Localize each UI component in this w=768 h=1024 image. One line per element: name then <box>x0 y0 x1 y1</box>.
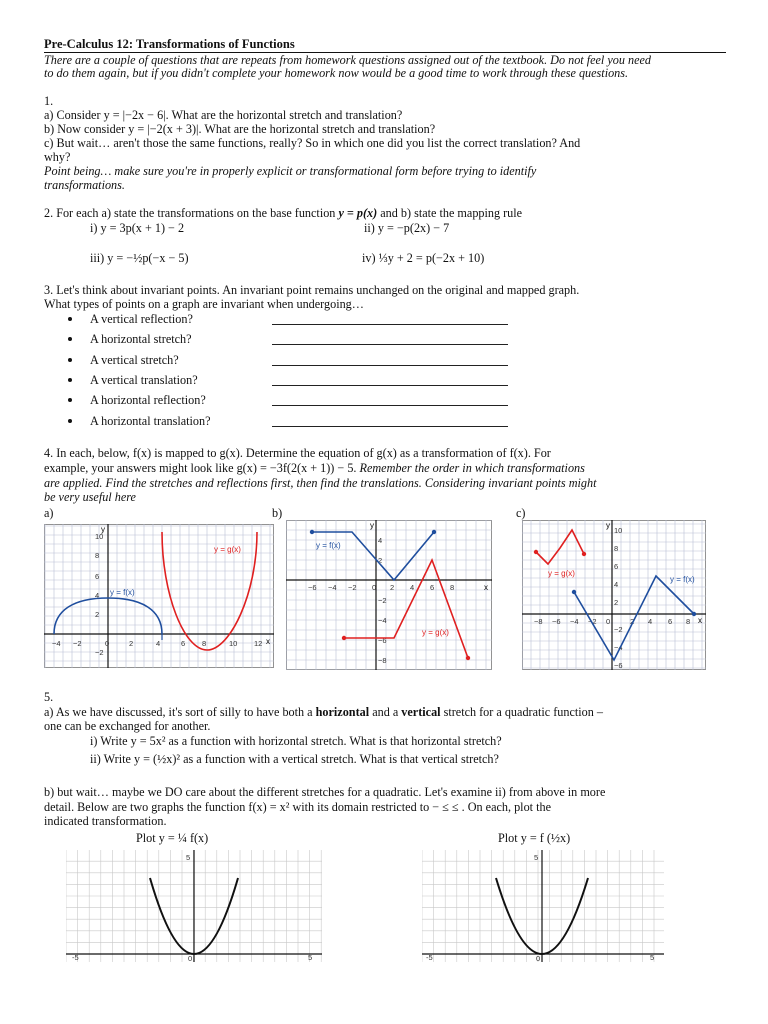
q2-item-i: i) y = 3p(x + 1) − 2 <box>90 221 185 235</box>
parabola-grid-2[interactable] <box>422 850 664 962</box>
plot-2-tick-top: 5 <box>534 853 539 862</box>
q5-part-a-pre: a) As we have discussed, it's sort of silly to have both a <box>44 705 316 719</box>
graph-c-x-tick: −2 <box>588 617 597 626</box>
q2-intro <box>44 206 522 220</box>
graph-a-g-label: y = g(x) <box>214 545 241 554</box>
plot-2-tick-left: -5 <box>426 953 433 962</box>
graph-b-xlabel: x <box>484 583 488 592</box>
graph-a-y-tick: 4 <box>95 591 100 600</box>
graph-b-x-tick: 8 <box>450 583 455 592</box>
graph-c-x-tick: 0 <box>606 617 611 626</box>
graph-a-y-tick: −2 <box>95 648 104 657</box>
q1-note-line1: Point being… make sure you're in properly explicit or transformational form before trying to identify <box>44 164 537 178</box>
q5-part-a-line2: one can be exchanged for another. <box>44 719 211 733</box>
graph-c-xlabel: x <box>698 616 702 625</box>
q5-item-ii-post: as a function with a vertical stretch. What is that vertical stretch? <box>180 752 499 766</box>
q3-bullet <box>68 317 72 321</box>
graph-c-y-tick: −6 <box>614 661 623 670</box>
graph-c-g-label: y = g(x) <box>548 569 575 578</box>
graph-a-x-tick: 10 <box>229 639 238 648</box>
graph-b-g-label: y = g(x) <box>422 628 449 637</box>
graph-b-x-tick: −4 <box>328 583 337 592</box>
q3-answer-blank[interactable] <box>272 344 508 345</box>
q2-item-iv: iv) ⅓y + 2 = p(−2x + 10) <box>362 251 485 265</box>
graph-b-y-tick: −8 <box>378 656 387 665</box>
graph-c-y-tick: −2 <box>614 625 623 634</box>
graph-c-y-tick: 2 <box>614 598 619 607</box>
graph-b-x-tick: 6 <box>430 583 435 592</box>
parabola-grid-1[interactable] <box>66 850 322 962</box>
graph-c-x-tick: −8 <box>534 617 543 626</box>
graph-c-ylabel: y <box>606 521 610 530</box>
q3-bullet <box>68 337 72 341</box>
q4-line-1: 4. In each, below, f(x) is mapped to g(x). Determine the equation of g(x) as a transformation of f(x). For <box>44 446 551 460</box>
graph-c-y-tick: 4 <box>614 580 619 589</box>
q5-item-ii-pre: ii) Write y = (½x)² <box>90 752 181 766</box>
q3-item: A vertical stretch? <box>90 352 179 367</box>
q2-item-ii: ii) y = −p(2x) − 7 <box>364 221 450 235</box>
q3-answer-blank[interactable] <box>272 365 508 366</box>
q5-part-a-post: stretch for a quadratic function – <box>440 705 603 719</box>
graph-a-x-tick: −4 <box>52 639 61 648</box>
plot-1-tick-zero: 0 <box>188 954 193 962</box>
q3-answer-blank[interactable] <box>272 426 508 427</box>
q1-note-line2: transformations. <box>44 178 125 192</box>
q4-label-b: b) <box>272 506 283 520</box>
graph-a-f-label: y = f(x) <box>110 588 135 597</box>
q2-intro-pre: 2. For each a) state the transformations on the base function <box>44 206 339 220</box>
graph-a-y-tick: 10 <box>95 532 104 541</box>
plot-1-tick-right: 5 <box>308 953 313 962</box>
plot-1-title: Plot y = ¼ f(x) <box>136 831 209 845</box>
graph-c-y-tick: −4 <box>614 643 623 652</box>
q3-item: A horizontal reflection? <box>90 393 206 408</box>
q5-part-b-line1: b) but wait… maybe we DO care about the different stretches for a quadratic. Let's examine ii) from above in more <box>44 785 606 799</box>
graph-b-x-tick: −6 <box>308 583 317 592</box>
graph-c-x-tick: −6 <box>552 617 561 626</box>
q3-item: A horizontal translation? <box>90 413 211 428</box>
q2-base-function: y = p(x) <box>338 206 378 220</box>
graph-a-xlabel: x <box>266 637 270 646</box>
plot-1-tick-left: -5 <box>72 953 79 962</box>
graph-c-y-tick: 10 <box>614 526 623 535</box>
q4-line-2-remember: Remember the order in which transformations <box>359 461 585 475</box>
q4-line-4: be very useful here <box>44 490 136 504</box>
q2-item-iii: iii) y = −½p(−x − 5) <box>90 251 189 265</box>
graph-b-ylabel: y <box>370 521 374 530</box>
graph-a-x-tick: 4 <box>156 639 161 648</box>
plot-1-tick-top: 5 <box>186 853 191 862</box>
plot-2-tick-right: 5 <box>650 953 655 962</box>
graph-a <box>44 524 274 668</box>
q3-item: A horizontal stretch? <box>90 332 192 347</box>
graph-b-x-tick: 4 <box>410 583 415 592</box>
graph-c-x-tick: 4 <box>648 617 653 626</box>
graph-c-f-label: y = f(x) <box>670 575 695 584</box>
q4-line-2-example: example, your answers might look like g(x) = −3f(2(x + 1)) − 5. <box>44 461 360 475</box>
graph-c-x-tick: 6 <box>668 617 673 626</box>
q3-item: A vertical translation? <box>90 372 198 387</box>
graph-b-x-tick: 2 <box>390 583 395 592</box>
graph-b-y-tick: −4 <box>378 616 387 625</box>
q3-answer-blank[interactable] <box>272 324 508 325</box>
graph-a-x-tick: 0 <box>105 639 110 648</box>
graph-b <box>286 520 492 670</box>
q4-label-c: c) <box>516 506 526 520</box>
q5-item-ii <box>90 752 499 766</box>
q5-part-a <box>44 705 603 719</box>
graph-c-x-tick: −4 <box>570 617 579 626</box>
q3-bullet <box>68 378 72 382</box>
graph-a-x-tick: −2 <box>73 639 82 648</box>
q4-line-3: are applied. Find the stretches and reflections first, then find the translations. Considering invariant points might <box>44 476 597 490</box>
graph-c-y-tick: 8 <box>614 544 619 553</box>
q5-vertical-word: vertical <box>401 705 441 719</box>
q5-part-b-line3: indicated transformation. <box>44 814 167 828</box>
graph-a-y-tick: 6 <box>95 572 100 581</box>
plot-2-title: Plot y = f (½x) <box>498 831 571 845</box>
q1-number: 1. <box>44 94 54 108</box>
q5-number: 5. <box>44 690 54 704</box>
graph-c-g-polyline <box>536 530 584 564</box>
q1-part-b: b) Now consider y = |−2(x + 3)|. What are the horizontal stretch and translation? <box>44 122 436 136</box>
q2-intro-post: and b) state the mapping rule <box>377 206 523 220</box>
graph-b-y-tick: −6 <box>378 636 387 645</box>
graph-c-x-tick: 8 <box>686 617 691 626</box>
graph-b-x-tick: −2 <box>348 583 357 592</box>
q3-answer-blank[interactable] <box>272 405 508 406</box>
q3-bullet <box>68 358 72 362</box>
graph-b-f-label: y = f(x) <box>316 541 341 550</box>
intro-line-1: There are a couple of questions that are repeats from homework questions assigned out of the textbook. Do not feel you need <box>44 53 652 67</box>
graph-c <box>522 520 706 670</box>
graph-c-y-tick: 6 <box>614 562 619 571</box>
graph-a-x-tick: 6 <box>181 639 186 648</box>
graph-b-y-tick: −2 <box>378 596 387 605</box>
q3-bullet <box>68 419 72 423</box>
q5-item-i: i) Write y = 5x² as a function with horizontal stretch. What is that horizontal stretch? <box>90 734 502 748</box>
q4-line-2 <box>44 461 585 475</box>
q3-line-1: 3. Let's think about invariant points. An invariant point remains unchanged on the original and mapped graph. <box>44 283 580 297</box>
q3-answer-blank[interactable] <box>272 385 508 386</box>
graph-a-x-tick: 8 <box>202 639 207 648</box>
q4-label-a: a) <box>44 506 54 520</box>
graph-a-x-tick: 12 <box>254 639 263 648</box>
q1-part-c-line2: why? <box>44 150 71 164</box>
page-title: Pre-Calculus 12: Transformations of Functions <box>44 37 295 51</box>
q5-horizontal-word: horizontal <box>315 705 370 719</box>
q1-part-a: a) Consider y = |−2x − 6|. What are the horizontal stretch and translation? <box>44 108 403 122</box>
graph-b-x-tick: 0 <box>372 583 377 592</box>
q3-item: A vertical reflection? <box>90 312 193 326</box>
graph-b-y-tick: 4 <box>378 536 383 545</box>
q5-part-a-mid: and a <box>369 705 402 719</box>
graph-a-y-tick: 8 <box>95 551 100 560</box>
plot-2-tick-zero: 0 <box>536 954 541 962</box>
q5-part-b-line2: detail. Below are two graphs the function f(x) = x² with its domain restricted to − ≤ ≤ . On each, plot the <box>44 800 551 814</box>
graph-b-y-tick: 2 <box>378 556 383 565</box>
q3-line-2: What types of points on a graph are invariant when undergoing… <box>44 297 364 311</box>
intro-line-2: to do them again, but if you didn't complete your homework now would be a good time to work through these questions. <box>44 66 629 80</box>
graph-c-x-tick: 2 <box>630 617 635 626</box>
graph-a-y-tick: 2 <box>95 610 100 619</box>
q3-bullet <box>68 398 72 402</box>
q1-part-c-line1: c) But wait… aren't those the same functions, really? So in which one did you list the correct translation? And <box>44 136 581 150</box>
graph-a-ylabel: y <box>101 525 105 534</box>
graph-a-x-tick: 2 <box>129 639 134 648</box>
